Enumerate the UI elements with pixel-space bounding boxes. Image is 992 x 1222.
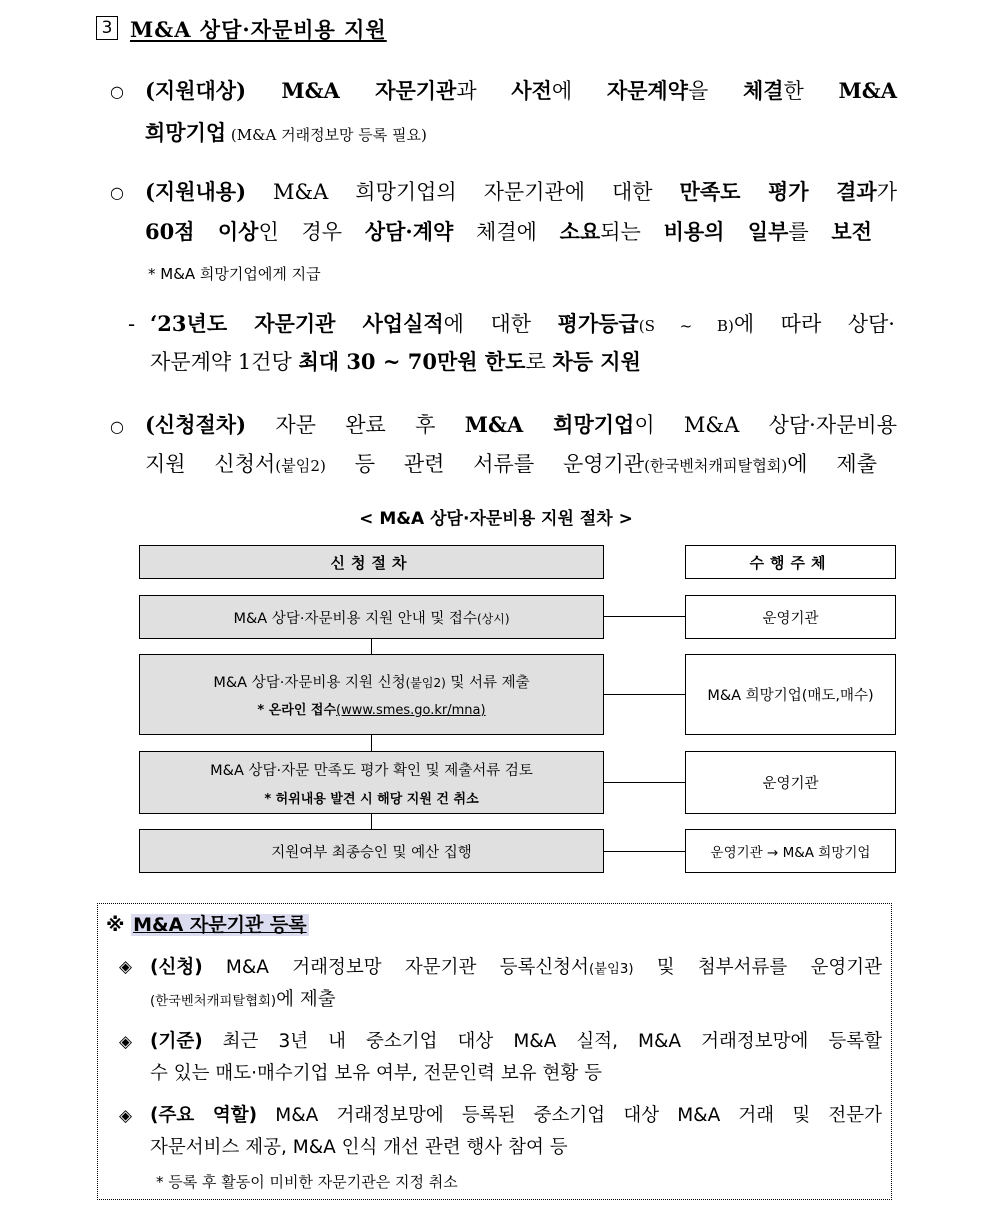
text-run: 보전 <box>831 219 872 244</box>
target-line-2 <box>145 112 897 156</box>
target-line-1 <box>145 70 897 112</box>
text-run: ‘23년도 자문기관 사업실적 <box>150 311 444 336</box>
text-run: 되는 <box>600 220 664 244</box>
content-line-1 <box>145 171 897 213</box>
text-run: 체결 <box>742 78 784 103</box>
dash-line1-runs <box>150 312 895 336</box>
text-run: 60점 이상 <box>145 219 259 244</box>
flow-actor-3: 운영기관 <box>685 751 896 814</box>
text-run: M&A <box>838 78 897 103</box>
procedure-label: (신청절차) <box>145 412 247 437</box>
flow-step-3-main: M&A 상담·자문 만족도 평가 확인 및 제출서류 검토 <box>210 762 533 779</box>
connector-v-1 <box>371 639 372 654</box>
flow-actor-1: 운영기관 <box>685 595 896 639</box>
text-run: 체결에 <box>453 220 560 244</box>
bullet-mark-procedure: ○ <box>110 417 124 436</box>
flow-step-2-main: M&A 상담·자문비용 지원 신청 <box>213 675 406 691</box>
text-run: 상담·계약 <box>364 219 454 244</box>
note-item-3-line-2 <box>150 1130 882 1166</box>
note-item-2-label: (기준) <box>150 1031 203 1052</box>
bullet-mark-content: ○ <box>110 183 124 202</box>
flow-step-2-text <box>213 671 529 692</box>
note-footnote: * 등록 후 활동이 미비한 자문기관은 지정 취소 <box>156 1173 458 1191</box>
text-run: 최근 3년 내 중소기업 대상 M&A 실적, M&A 거래정보망에 등록할 <box>202 1031 882 1052</box>
flow-right-header: 수행주체 <box>685 545 896 579</box>
connector-h-4 <box>604 851 685 852</box>
text-run: 사전 <box>511 78 552 103</box>
procedure-line-1 <box>145 404 897 446</box>
text-run: 지원 신청서 <box>145 452 276 476</box>
note-item-1-label: (신청) <box>150 957 203 978</box>
flow-step-1-main: M&A 상담·자문비용 지원 안내 및 접수 <box>233 610 477 627</box>
text-run: (한국벤처캐피탈협회) <box>150 994 277 1009</box>
text-run: 로 <box>525 350 553 374</box>
dash-line-2 <box>150 341 895 383</box>
text-run: (S ~ B) <box>638 317 734 335</box>
flow-step-3 <box>139 751 604 814</box>
target-line2-bold: 희망기업 <box>145 120 227 145</box>
text-run: M&A 거래정보망에 등록된 중소기업 대상 M&A 거래 및 전문가 <box>257 1105 882 1126</box>
connector-h-2 <box>604 694 685 695</box>
dash-mark: - <box>128 312 136 336</box>
text-run: 자문계약 <box>606 78 688 103</box>
content-note: * M&A 희망기업에게 지급 <box>148 265 321 283</box>
procedure-line-2 <box>145 443 877 487</box>
flow-actor-2: M&A 희망기업(매도,매수) <box>685 654 896 735</box>
target-label: (지원대상) <box>145 78 247 103</box>
text-run: 평가등급 <box>557 311 639 336</box>
text-run: 및 첨부서류를 운영기관 <box>633 957 883 978</box>
connector-h-1 <box>604 616 685 617</box>
flow-left-header: 신청절차 <box>139 545 604 579</box>
text-run: 자문 완료 후 <box>246 413 465 437</box>
section-number: 3 <box>96 16 118 40</box>
note-item-1-line-2 <box>150 982 882 1020</box>
text-run: M&A 거래정보망 자문기관 등록신청서 <box>202 957 589 978</box>
text-run: 를 <box>788 220 832 244</box>
content-line1-rest <box>246 180 897 204</box>
diamond-icon: ◈ <box>119 1106 133 1126</box>
flow-step-2 <box>139 654 604 735</box>
note-item-2-line1-runs <box>203 1031 882 1052</box>
text-run: (붙임2) <box>275 457 326 475</box>
content-label: (지원내용) <box>145 179 247 204</box>
text-run: 에 <box>551 79 607 103</box>
flow-step-2-small: (붙임2) <box>405 676 446 690</box>
flow-step-2-sub <box>257 699 485 718</box>
text-run: 이 M&A 상담·자문비용 <box>634 413 897 437</box>
text-run: (한국벤처캐피탈협회) <box>644 457 788 475</box>
note-item-2-line2-runs <box>150 1063 602 1084</box>
text-run: 과 <box>456 79 512 103</box>
note-item-2-line-1 <box>150 1024 882 1060</box>
text-run: (붙임3) <box>588 962 634 977</box>
flow-step-1-small: (상시) <box>476 611 510 626</box>
content-line2-runs <box>145 220 872 244</box>
diamond-icon: ◈ <box>119 1032 133 1052</box>
note-title-text: M&A 자문기관 등록 <box>133 914 307 936</box>
connector-h-3 <box>604 782 685 783</box>
flow-actor-4: 운영기관 → M&A 희망기업 <box>685 829 896 873</box>
text-run: 자문서비스 제공, M&A 인식 개선 관련 행사 참여 등 <box>150 1137 568 1158</box>
note-item-1-line1-runs <box>203 957 882 978</box>
note-title <box>106 910 309 937</box>
flow-step-2-after: 및 서류 제출 <box>445 675 530 691</box>
text-run: M&A 희망기업 <box>464 412 635 437</box>
text-run: 수 있는 매도·매수기업 보유 여부, 전문인력 보유 현황 등 <box>150 1063 602 1084</box>
note-item-3-line2-runs <box>150 1137 568 1158</box>
note-mark: ※ <box>106 914 125 936</box>
online-url-link[interactable]: (www.smes.go.kr/mna) <box>336 703 486 718</box>
note-item-1-line2-runs <box>150 989 336 1010</box>
flow-step-1-text <box>233 607 509 628</box>
text-run: 을 <box>687 79 743 103</box>
text-run: 소요 <box>559 219 601 244</box>
text-run: 만족도 평가 결과 <box>679 179 877 204</box>
content-line-2 <box>145 211 872 253</box>
flow-step-3-sub: * 허위내용 발견 시 해당 지원 건 취소 <box>264 791 479 807</box>
text-run: 등 관련 서류를 운영기관 <box>325 452 645 476</box>
section-title: M&A 상담·자문비용 지원 <box>130 17 387 42</box>
text-run: 비용의 일부 <box>663 219 789 244</box>
text-run: 한 <box>783 79 839 103</box>
procedure-line2-runs <box>145 452 877 476</box>
target-line2-small: (M&A 거래정보망 등록 필요) <box>226 126 427 144</box>
bullet-mark-target: ○ <box>110 82 124 101</box>
flow-step-1 <box>139 595 604 639</box>
connector-v-2 <box>371 735 372 751</box>
text-run: M&A 희망기업의 자문기관에 대한 <box>246 180 680 204</box>
diamond-icon: ◈ <box>119 957 133 977</box>
text-run: 에 대한 <box>443 312 558 336</box>
flow-step-2-sub-label: * 온라인 접수 <box>257 703 337 718</box>
note-item-2-line-2 <box>150 1056 882 1092</box>
note-item-3-line1-runs <box>257 1105 882 1126</box>
text-run: 최대 30 ~ 70만원 한도 <box>298 349 526 374</box>
flow-step-4 <box>139 829 604 873</box>
text-run: 가 <box>876 180 898 204</box>
flow-step-4-main: 지원여부 최종승인 및 예산 집행 <box>271 844 472 861</box>
procedure-line1-rest <box>246 413 897 437</box>
note-item-3-label: (주요 역할) <box>150 1105 258 1126</box>
text-run: 에 따라 상담· <box>733 312 895 336</box>
note-item-3-line-1 <box>150 1098 882 1134</box>
text-run: 자문계약 1건당 <box>150 350 299 374</box>
text-run: 에 제출 <box>276 989 336 1010</box>
text-run: 인 경우 <box>258 220 365 244</box>
target-line1-rest <box>246 79 897 103</box>
connector-v-3 <box>371 814 372 829</box>
dash-line2-runs <box>150 350 641 374</box>
text-run: M&A 자문기관 <box>246 78 457 103</box>
flow-title: < M&A 상담·자문비용 지원 절차 > <box>359 509 633 529</box>
text-run: 차등 지원 <box>552 349 641 374</box>
text-run: 에 제출 <box>787 452 877 476</box>
